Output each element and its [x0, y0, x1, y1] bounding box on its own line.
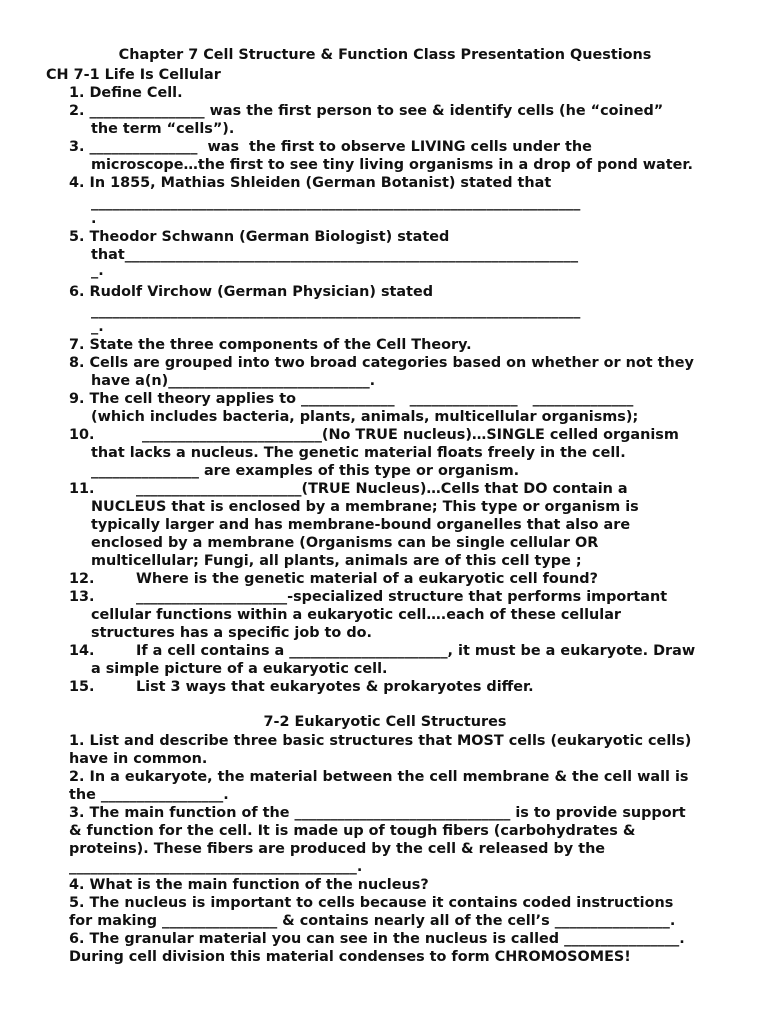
- question-line: & function for the cell. It is made up of tough fibers (carbohydrates &: [69, 823, 636, 839]
- question-line: proteins). These fibers are produced by the cell & released by the: [69, 841, 606, 857]
- question-line: that_______________________________________________________________: [91, 247, 579, 263]
- question-line: the _________________.: [69, 787, 229, 803]
- question-number: 15.: [69, 679, 95, 695]
- question-line: 8. Cells are grouped into two broad categories based on whether or not they: [69, 355, 694, 371]
- question-line: cellular functions within a eukaryotic cell….each of these cellular: [91, 607, 622, 623]
- question-line: _.: [91, 263, 104, 279]
- question-number: 10.: [69, 427, 95, 443]
- question-line: have a(n)____________________________.: [91, 373, 376, 389]
- question-line: a simple picture of a eukaryotic cell.: [91, 661, 388, 677]
- section-heading: 7-2 Eukaryotic Cell Structures: [263, 714, 507, 730]
- question-number: 13.: [69, 589, 95, 605]
- question-line: for making ________________ & contains nearly all of the cell’s ________________.: [69, 913, 676, 929]
- question-line: 9. The cell theory applies to _____________ _______________ ______________: [69, 391, 634, 407]
- question-line: (which includes bacteria, plants, animals, multicellular organisms);: [91, 409, 639, 425]
- question-line: 6. Rudolf Virchow (German Physician) stated: [69, 284, 434, 300]
- question-line: NUCLEUS that is enclosed by a membrane; This type or organism is: [91, 499, 639, 515]
- question-number: 14.: [69, 643, 95, 659]
- question-line: 2. ________________ was the first person to see & identify cells (he “coined”: [69, 103, 664, 119]
- question-line: enclosed by a membrane (Organisms can be single cellular OR: [91, 535, 599, 551]
- question-line: 3. The main function of the ______________________________ is to provide support: [69, 805, 686, 821]
- question-line: 4. In 1855, Mathias Shleiden (German Botanist) stated that: [69, 175, 552, 191]
- question-line: _________________________(No TRUE nucleus)…SINGLE celled organism: [142, 427, 679, 443]
- question-line: microscope…the first to see tiny living organisms in a drop of pond water.: [91, 157, 693, 173]
- question-line: List 3 ways that eukaryotes & prokaryotes differ.: [136, 679, 534, 695]
- question-line: If a cell contains a ______________________, it must be a eukaryote. Draw: [136, 643, 696, 659]
- question-line: .: [91, 211, 97, 227]
- question-line: 3. _______________ was the first to observe LIVING cells under the: [69, 139, 592, 155]
- question-line: Where is the genetic material of a eukaryotic cell found?: [136, 571, 598, 587]
- question-line: that lacks a nucleus. The genetic material floats freely in the cell.: [91, 445, 626, 461]
- question-line: typically larger and has membrane-bound organelles that also are: [91, 517, 631, 533]
- answer-blank: ____________________________________________________________________: [91, 303, 581, 319]
- question-line: have in common.: [69, 751, 208, 767]
- question-number: 11.: [69, 481, 95, 497]
- question-line: multicellular; Fungi, all plants, animals are of this cell type ;: [91, 553, 582, 569]
- question-line: the term “cells”).: [91, 121, 235, 137]
- question-line: _______________ are examples of this type or organism.: [91, 463, 520, 479]
- question-line: _____________________-specialized structure that performs important: [136, 589, 668, 605]
- question-number: 12.: [69, 571, 95, 587]
- page-title: Chapter 7 Cell Structure & Function Class Presentation Questions: [118, 47, 652, 63]
- question-line: 5. The nucleus is important to cells because it contains coded instructions: [69, 895, 674, 911]
- question-line: 4. What is the main function of the nucleus?: [69, 877, 429, 893]
- question-line: 1. Define Cell.: [69, 85, 183, 101]
- question-line: 5. Theodor Schwann (German Biologist) stated: [69, 229, 450, 245]
- answer-blank: ____________________________________________________________________: [91, 195, 581, 211]
- section-heading: CH 7-1 Life Is Cellular: [46, 67, 221, 83]
- question-line: _______________________(TRUE Nucleus)…Cells that DO contain a: [136, 481, 628, 497]
- question-line: ________________________________________.: [69, 859, 363, 875]
- question-line: 7. State the three components of the Cell Theory.: [69, 337, 472, 353]
- question-line: 1. List and describe three basic structures that MOST cells (eukaryotic cells): [69, 733, 692, 749]
- question-line: 2. In a eukaryote, the material between the cell membrane & the cell wall is: [69, 769, 689, 785]
- question-line: 6. The granular material you can see in the nucleus is called ________________.: [69, 931, 685, 947]
- question-line: During cell division this material condenses to form CHROMOSOMES!: [69, 949, 631, 965]
- question-line: structures has a specific job to do.: [91, 625, 372, 641]
- question-line: _.: [91, 319, 104, 335]
